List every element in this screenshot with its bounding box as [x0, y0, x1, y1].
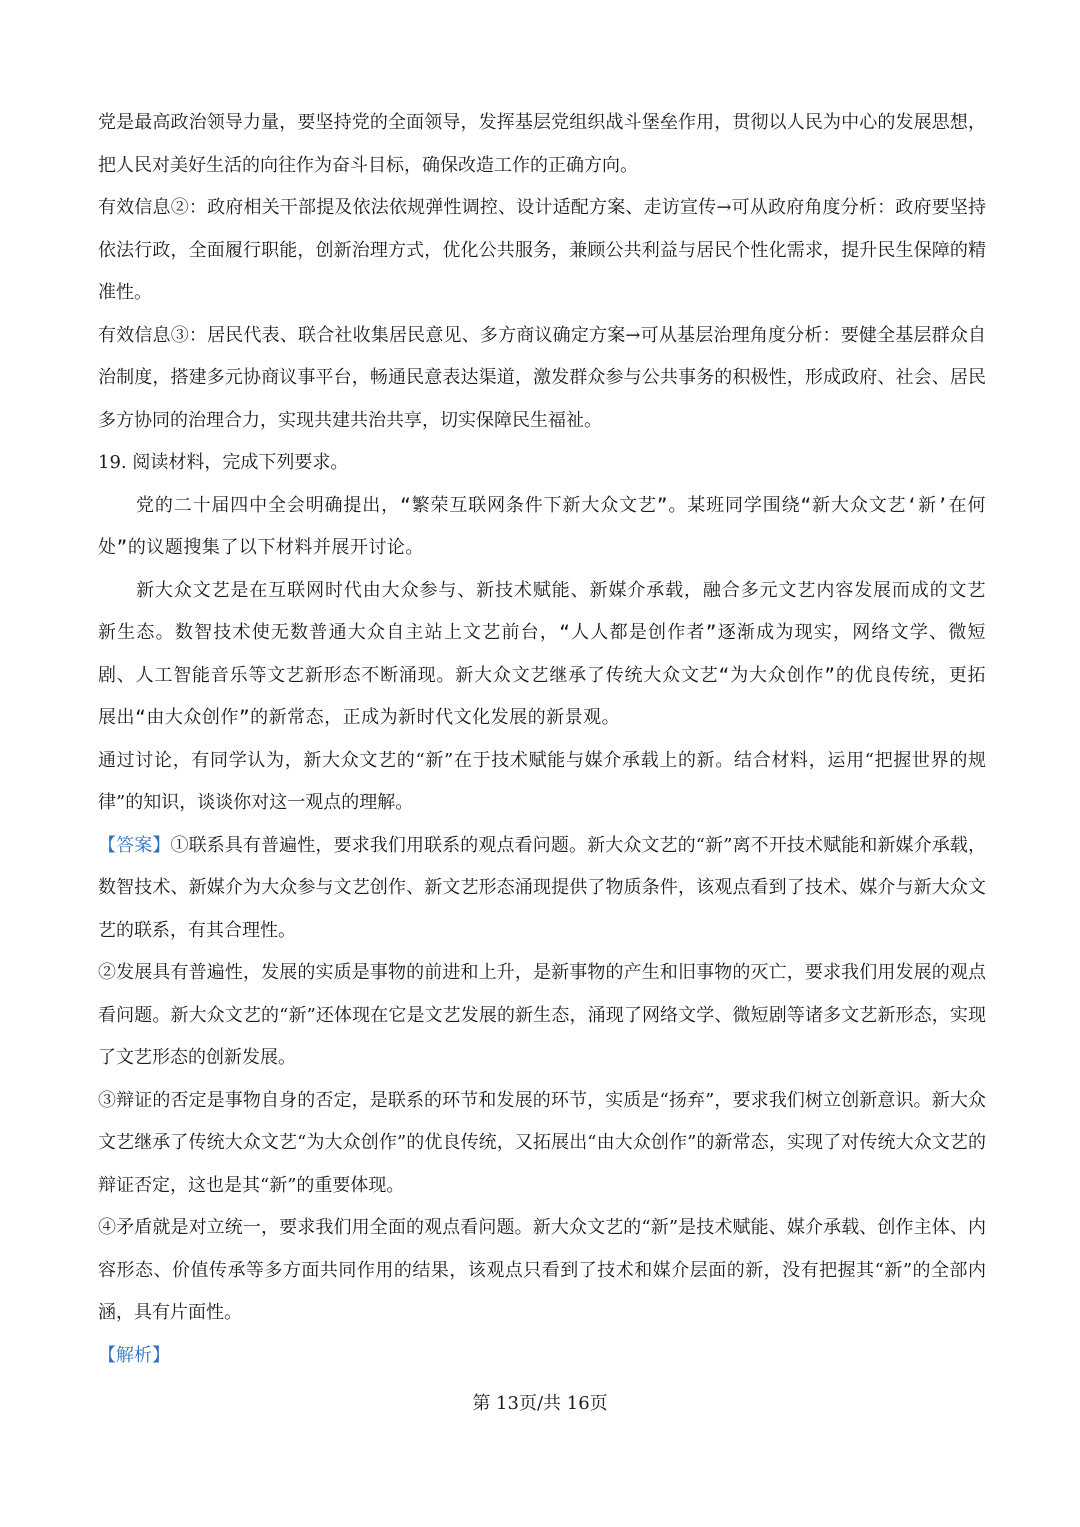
answer-tag: 【答案】	[98, 834, 171, 856]
page-footer: 第 13页/共 16页	[472, 1393, 608, 1414]
material-paragraph-2: 新大众文艺是在互联网时代由大众参与、新技术赋能、新媒介承载，融合多元文艺内容发展而成的文艺新生态。数智技术使无数普通大众自主站上文艺前台，“人人都是创作者”逐渐成为现实，网络文学、微短剧、人工智能音乐等文艺新形态不断涌现。新大众文艺继承了传统大众文艺“为大众创作”的优良传统，更拓展出“由大众创作”的新常态，正成为新时代文化发展的新景观。	[98, 579, 986, 728]
answer-point-3: ③辩证的否定是事物自身的否定，是联系的环节和发展的环节，实质是“扬弃”，要求我们树立创新意识。新大众文艺继承了传统大众文艺“为大众创作”的优良传统，又拓展出“由大众创作”的新常态，实现了对传统大众文艺的辩证否定，这也是其“新”的重要体现。	[98, 1089, 986, 1196]
answer-point-1	[98, 825, 986, 953]
analysis-tag: 【解析】	[98, 1344, 170, 1366]
question-19-heading: 19. 阅读材料，完成下列要求。	[98, 452, 349, 473]
answer-point-2: ②发展具有普遍性，发展的实质是事物的前进和上升，是新事物的产生和旧事物的灭亡，要求我们用发展的观点看问题。新大众文艺的“新”还体现在它是文艺发展的新生态，涌现了网络文学、微短剧等诸多文艺新形态，实现了文艺形态的创新发展。	[98, 962, 986, 1068]
effective-info-2: 有效信息②：政府相关干部提及依法依规弹性调控、设计适配方案、走访宣传→可从政府角度分析：政府要坚持依法行政，全面履行职能，创新治理方式，优化公共服务，兼顾公共利益与居民个性化需求，提升民生保障的精准性。	[98, 197, 986, 303]
answer-point-4: ④矛盾就是对立统一，要求我们用全面的观点看问题。新大众文艺的“新”是技术赋能、媒介承载、创作主体、内容形态、价值传承等多方面共同作用的结果，该观点只看到了技术和媒介层面的新，没有把握其“新”的全部内涵，具有片面性。	[98, 1217, 986, 1323]
page-content	[98, 102, 986, 1377]
effective-info-3: 有效信息③：居民代表、联合社收集居民意见、多方商议确定方案→可从基层治理角度分析：要健全基层群众自治制度，搭建多元协商议事平台，畅通民意表达渠道，激发群众参与公共事务的积极性，形成政府、社会、居民多方协同的治理合力，实现共建共治共享，切实保障民生福祉。	[98, 324, 986, 431]
analysis-heading	[98, 1335, 986, 1378]
question-task: 通过讨论，有同学认为，新大众文艺的“新”在于技术赋能与媒介承载上的新。结合材料，运用“把握世界的规律”的知识，谈谈你对这一观点的理解。	[98, 749, 986, 813]
answer-point-1-text: ①联系具有普遍性，要求我们用联系的观点看问题。新大众文艺的“新”离不开技术赋能和新媒介承载，数智技术、新媒介为大众参与文艺创作、新文艺形态涌现提供了物质条件，该观点看到了技术、媒介与新大众文艺的联系，有其合理性。	[98, 834, 987, 941]
answer-paragraph-1: 党是最高政治领导力量，要坚持党的全面领导，发挥基层党组织战斗堡垒作用，贯彻以人民为中心的发展思想，把人民对美好生活的向往作为奋斗目标，确保改造工作的正确方向。	[98, 112, 986, 176]
material-paragraph-1: 党的二十届四中全会明确提出，“繁荣互联网条件下新大众文艺”。某班同学围绕“新大众文艺‘新’在何处”的议题搜集了以下材料并展开讨论。	[98, 494, 986, 558]
